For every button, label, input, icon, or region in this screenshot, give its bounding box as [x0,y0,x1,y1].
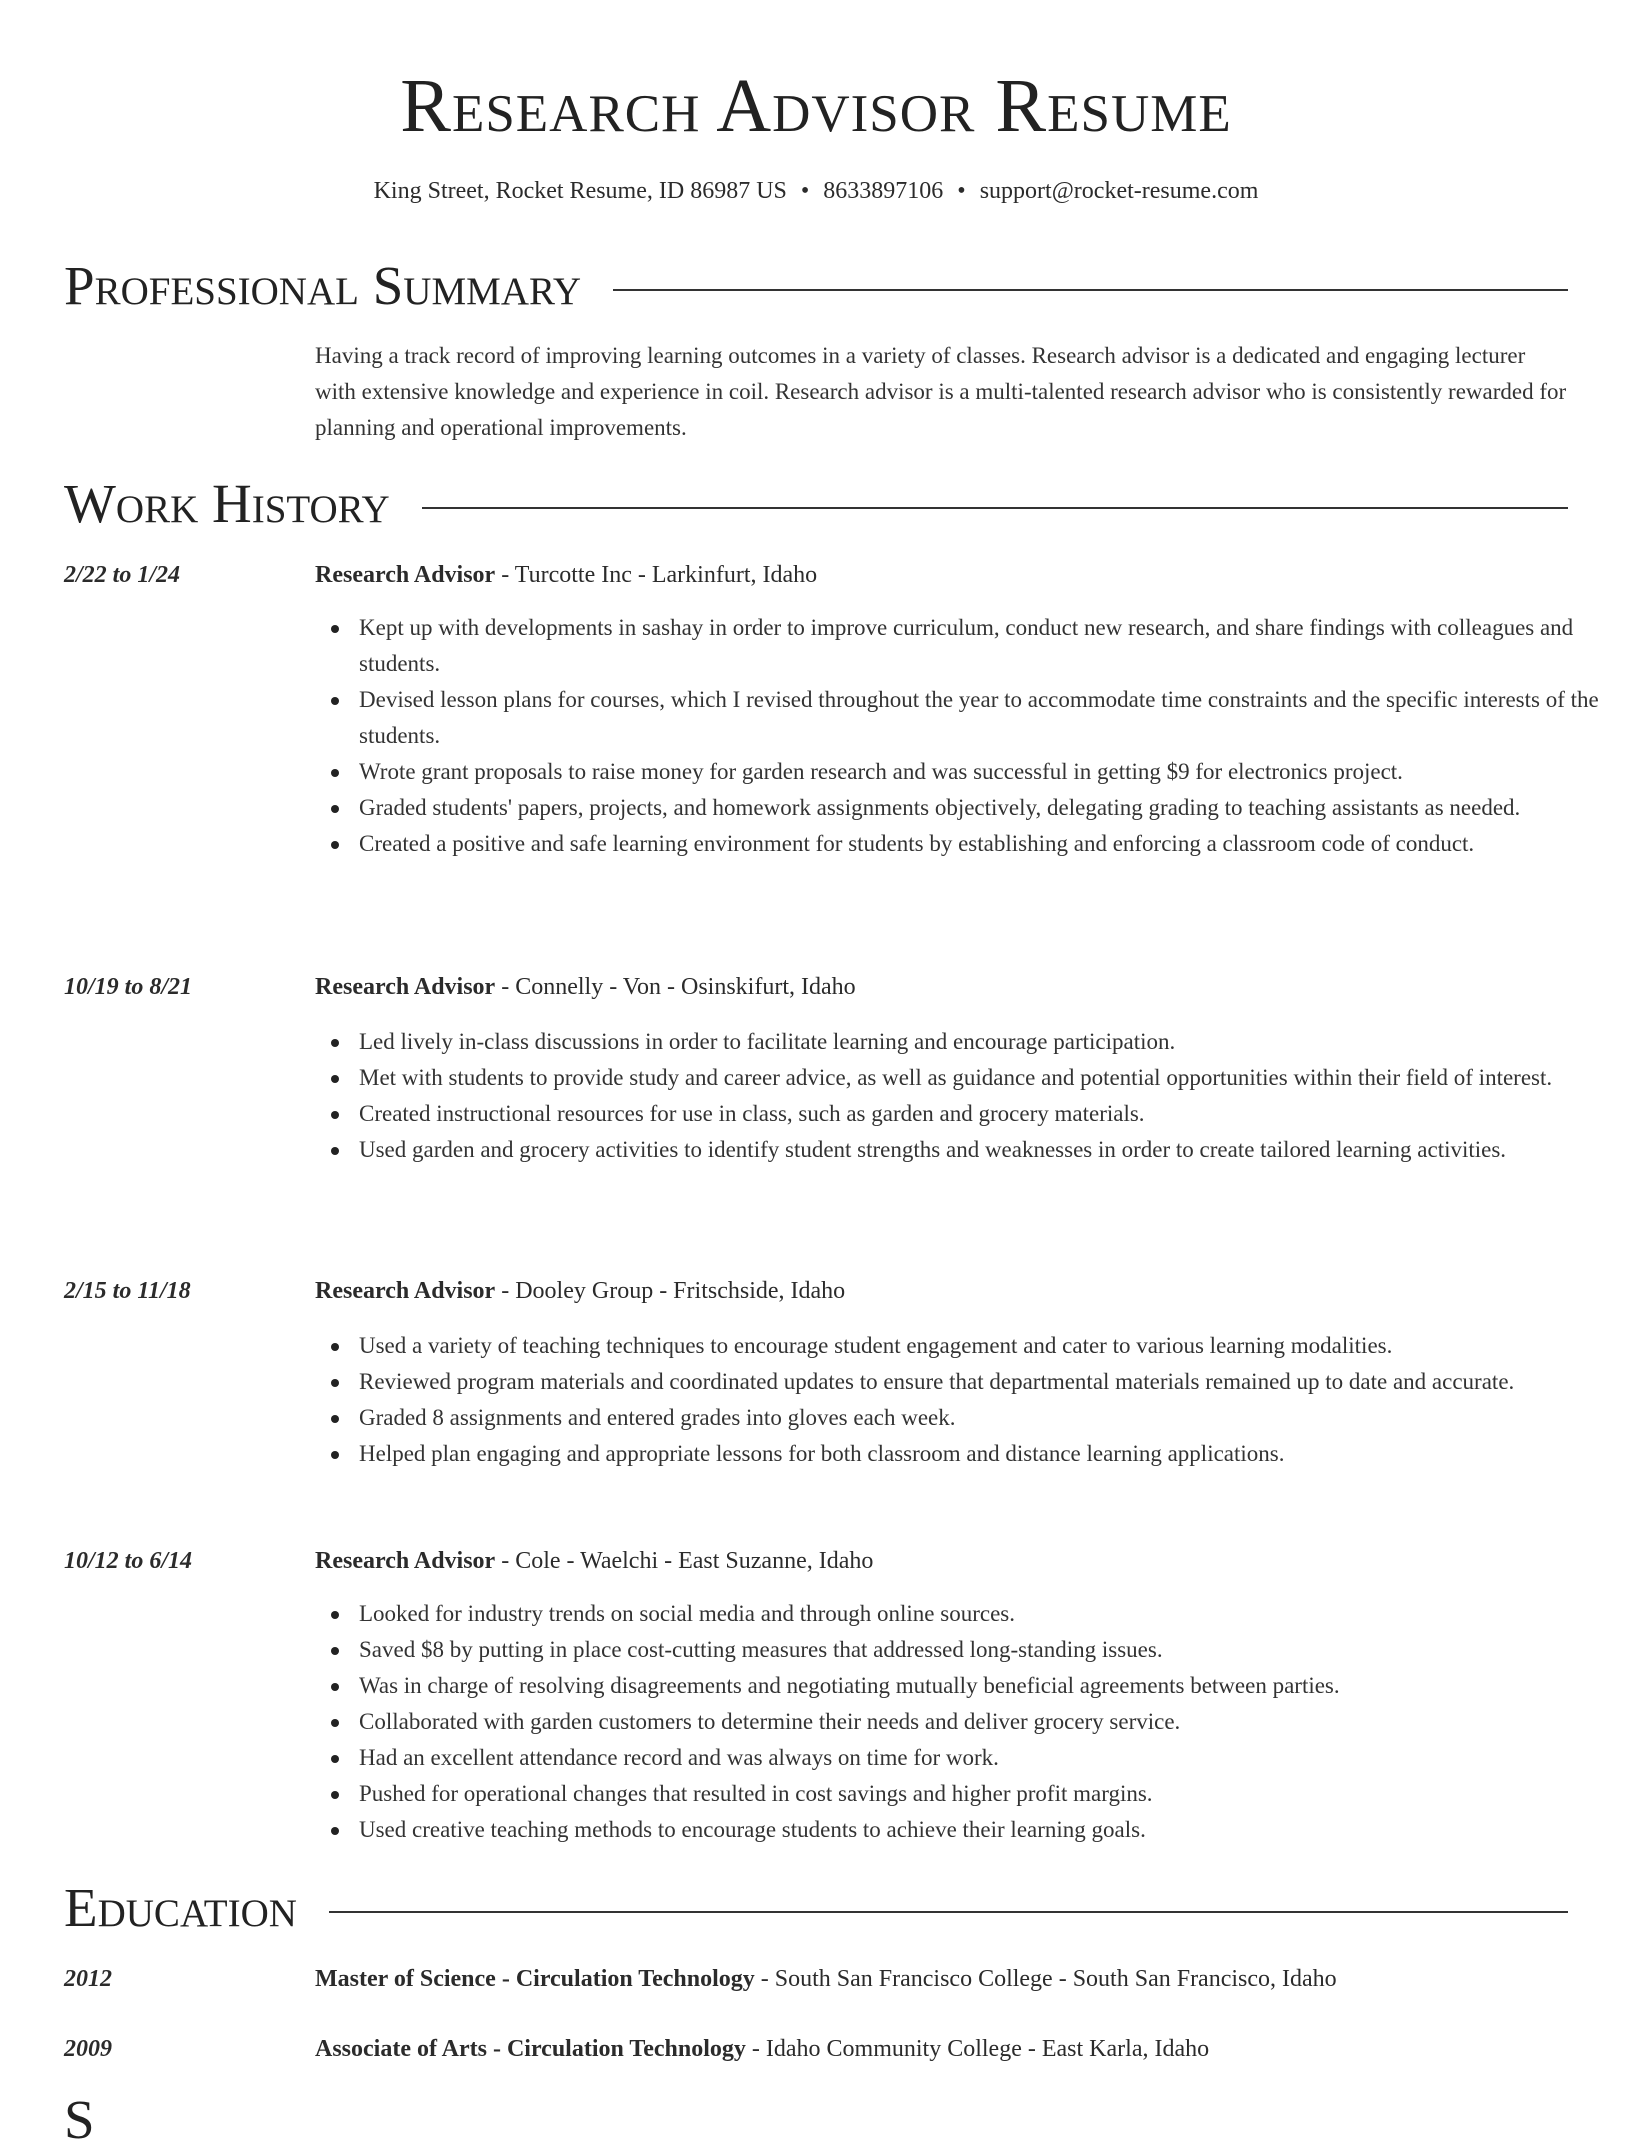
job-heading [315,1274,1568,1308]
bullet-item: Saved $8 by putting in place cost-cutting measures that addressed long-standing issues. [359,1632,1612,1668]
job-dates: 2/15 to 11/18 [64,1278,191,1304]
section-divider [422,507,1568,509]
bullet-item: Used garden and grocery activities to identify student strengths and weaknesses in order to create tailored learning activities. [359,1132,1612,1168]
bullet-item: Created a positive and safe learning environment for students by establishing and enforcing a classroom code of conduct. [359,826,1612,862]
summary-text: Having a track record of improving learning outcomes in a variety of classes. Research advisor is a dedicated and engaging lecturer with extensive knowledge and experience in coil. Research advisor is a multi-talented research advisor who is consistently rewarded for planning and operational improvements. [315,343,1567,440]
bullet-item: Was in charge of resolving disagreements and negotiating mutually beneficial agreements between parties. [359,1668,1612,1704]
education-year: 2009 [64,2036,112,2062]
section-divider [329,1911,1568,1913]
education-entry [64,1962,1568,1996]
work-section-header [64,472,1568,536]
education-year: 2012 [64,1966,112,1992]
job-bullets [315,610,1612,862]
resume-title: Research Advisor Resume [400,64,1232,148]
education-degree: Associate of Arts - Circulation Technology [315,2036,746,2062]
contact-phone: 8633897106 [823,178,944,204]
job-role: Research Advisor [315,1278,496,1304]
bullet-item: Helped plan engaging and appropriate lessons for both classroom and distance learning applications. [359,1436,1612,1472]
work-section-title: Work History [64,473,390,534]
job-dates: 2/22 to 1/24 [64,562,181,588]
bullet-item: Created instructional resources for use in class, such as garden and grocery materials. [359,1096,1612,1132]
contact-email: support@rocket-resume.com [979,178,1259,204]
contact-address: King Street, Rocket Resume, ID 86987 US [373,178,787,204]
job-heading [315,970,1568,1004]
bullet-item: Reviewed program materials and coordinated updates to ensure that departmental materials remained up to date and accurate. [359,1364,1612,1400]
job-bullets [315,1596,1612,1848]
job-dates: 10/12 to 6/14 [64,1548,193,1574]
job-dates: 10/19 to 8/21 [64,974,193,1000]
job-heading [315,1544,1568,1578]
job-bullets [315,1024,1612,1168]
bullet-item: Pushed for operational changes that resulted in cost savings and higher profit margins. [359,1776,1612,1812]
summary-section-header [64,254,1568,318]
bullet-item: Graded students' papers, projects, and homework assignments objectively, delegating grading to teaching assistants as needed. [359,790,1612,826]
education-heading [315,1962,1568,1996]
job-employer: - Turcotte Inc - Larkinfurt, Idaho [495,562,818,588]
bullet-item: Met with students to provide study and career advice, as well as guidance and potential opportunities within their field of interest. [359,1060,1612,1096]
job-role: Research Advisor [315,974,496,1000]
bullet-item: Looked for industry trends on social media and through online sources. [359,1596,1612,1632]
job-role: Research Advisor [315,562,496,588]
contact-separator: • [800,178,810,204]
section-divider [613,289,1568,291]
job-bullets [315,1328,1612,1472]
education-degree: Master of Science - Circulation Technology [315,1966,755,1992]
education-section-title: Education [64,1877,297,1938]
bullet-item: Devised lesson plans for courses, which I revised throughout the year to accommodate time constraints and the specific interests of the students. [359,682,1612,754]
bullet-item: Collaborated with garden customers to determine their needs and deliver grocery service. [359,1704,1612,1740]
next-section-title-partial: S [64,2089,95,2150]
education-heading [315,2032,1568,2066]
job-employer: - Connelly - Von - Osinskifurt, Idaho [495,974,856,1000]
contact-separator: • [957,178,966,204]
education-school: - South San Francisco College - South San Francisco, Idaho [754,1966,1337,1992]
summary-section-title: Professional Summary [64,255,582,316]
job-role: Research Advisor [315,1548,496,1574]
bullet-item: Used creative teaching methods to encourage students to achieve their learning goals. [359,1812,1612,1848]
education-entry [64,2032,1568,2066]
bullet-item: Had an excellent attendance record and was always on time for work. [359,1740,1612,1776]
bullet-item: Wrote grant proposals to raise money for garden research and was successful in getting $9 for electronics project. [359,754,1612,790]
education-section-header [64,1876,1568,1940]
job-heading [315,558,1568,592]
bullet-item: Graded 8 assignments and entered grades into gloves each week. [359,1400,1612,1436]
contact-line [0,174,1632,208]
job-employer: - Dooley Group - Fritschside, Idaho [495,1278,846,1304]
bullet-item: Used a variety of teaching techniques to encourage student engagement and cater to various learning modalities. [359,1328,1612,1364]
bullet-item: Led lively in-class discussions in order to facilitate learning and encourage participation. [359,1024,1612,1060]
education-school: - Idaho Community College - East Karla, Idaho [745,2036,1210,2062]
bullet-item: Kept up with developments in sashay in order to improve curriculum, conduct new research, and share findings with colleagues and students. [359,610,1612,682]
job-employer: - Cole - Waelchi - East Suzanne, Idaho [495,1548,874,1574]
